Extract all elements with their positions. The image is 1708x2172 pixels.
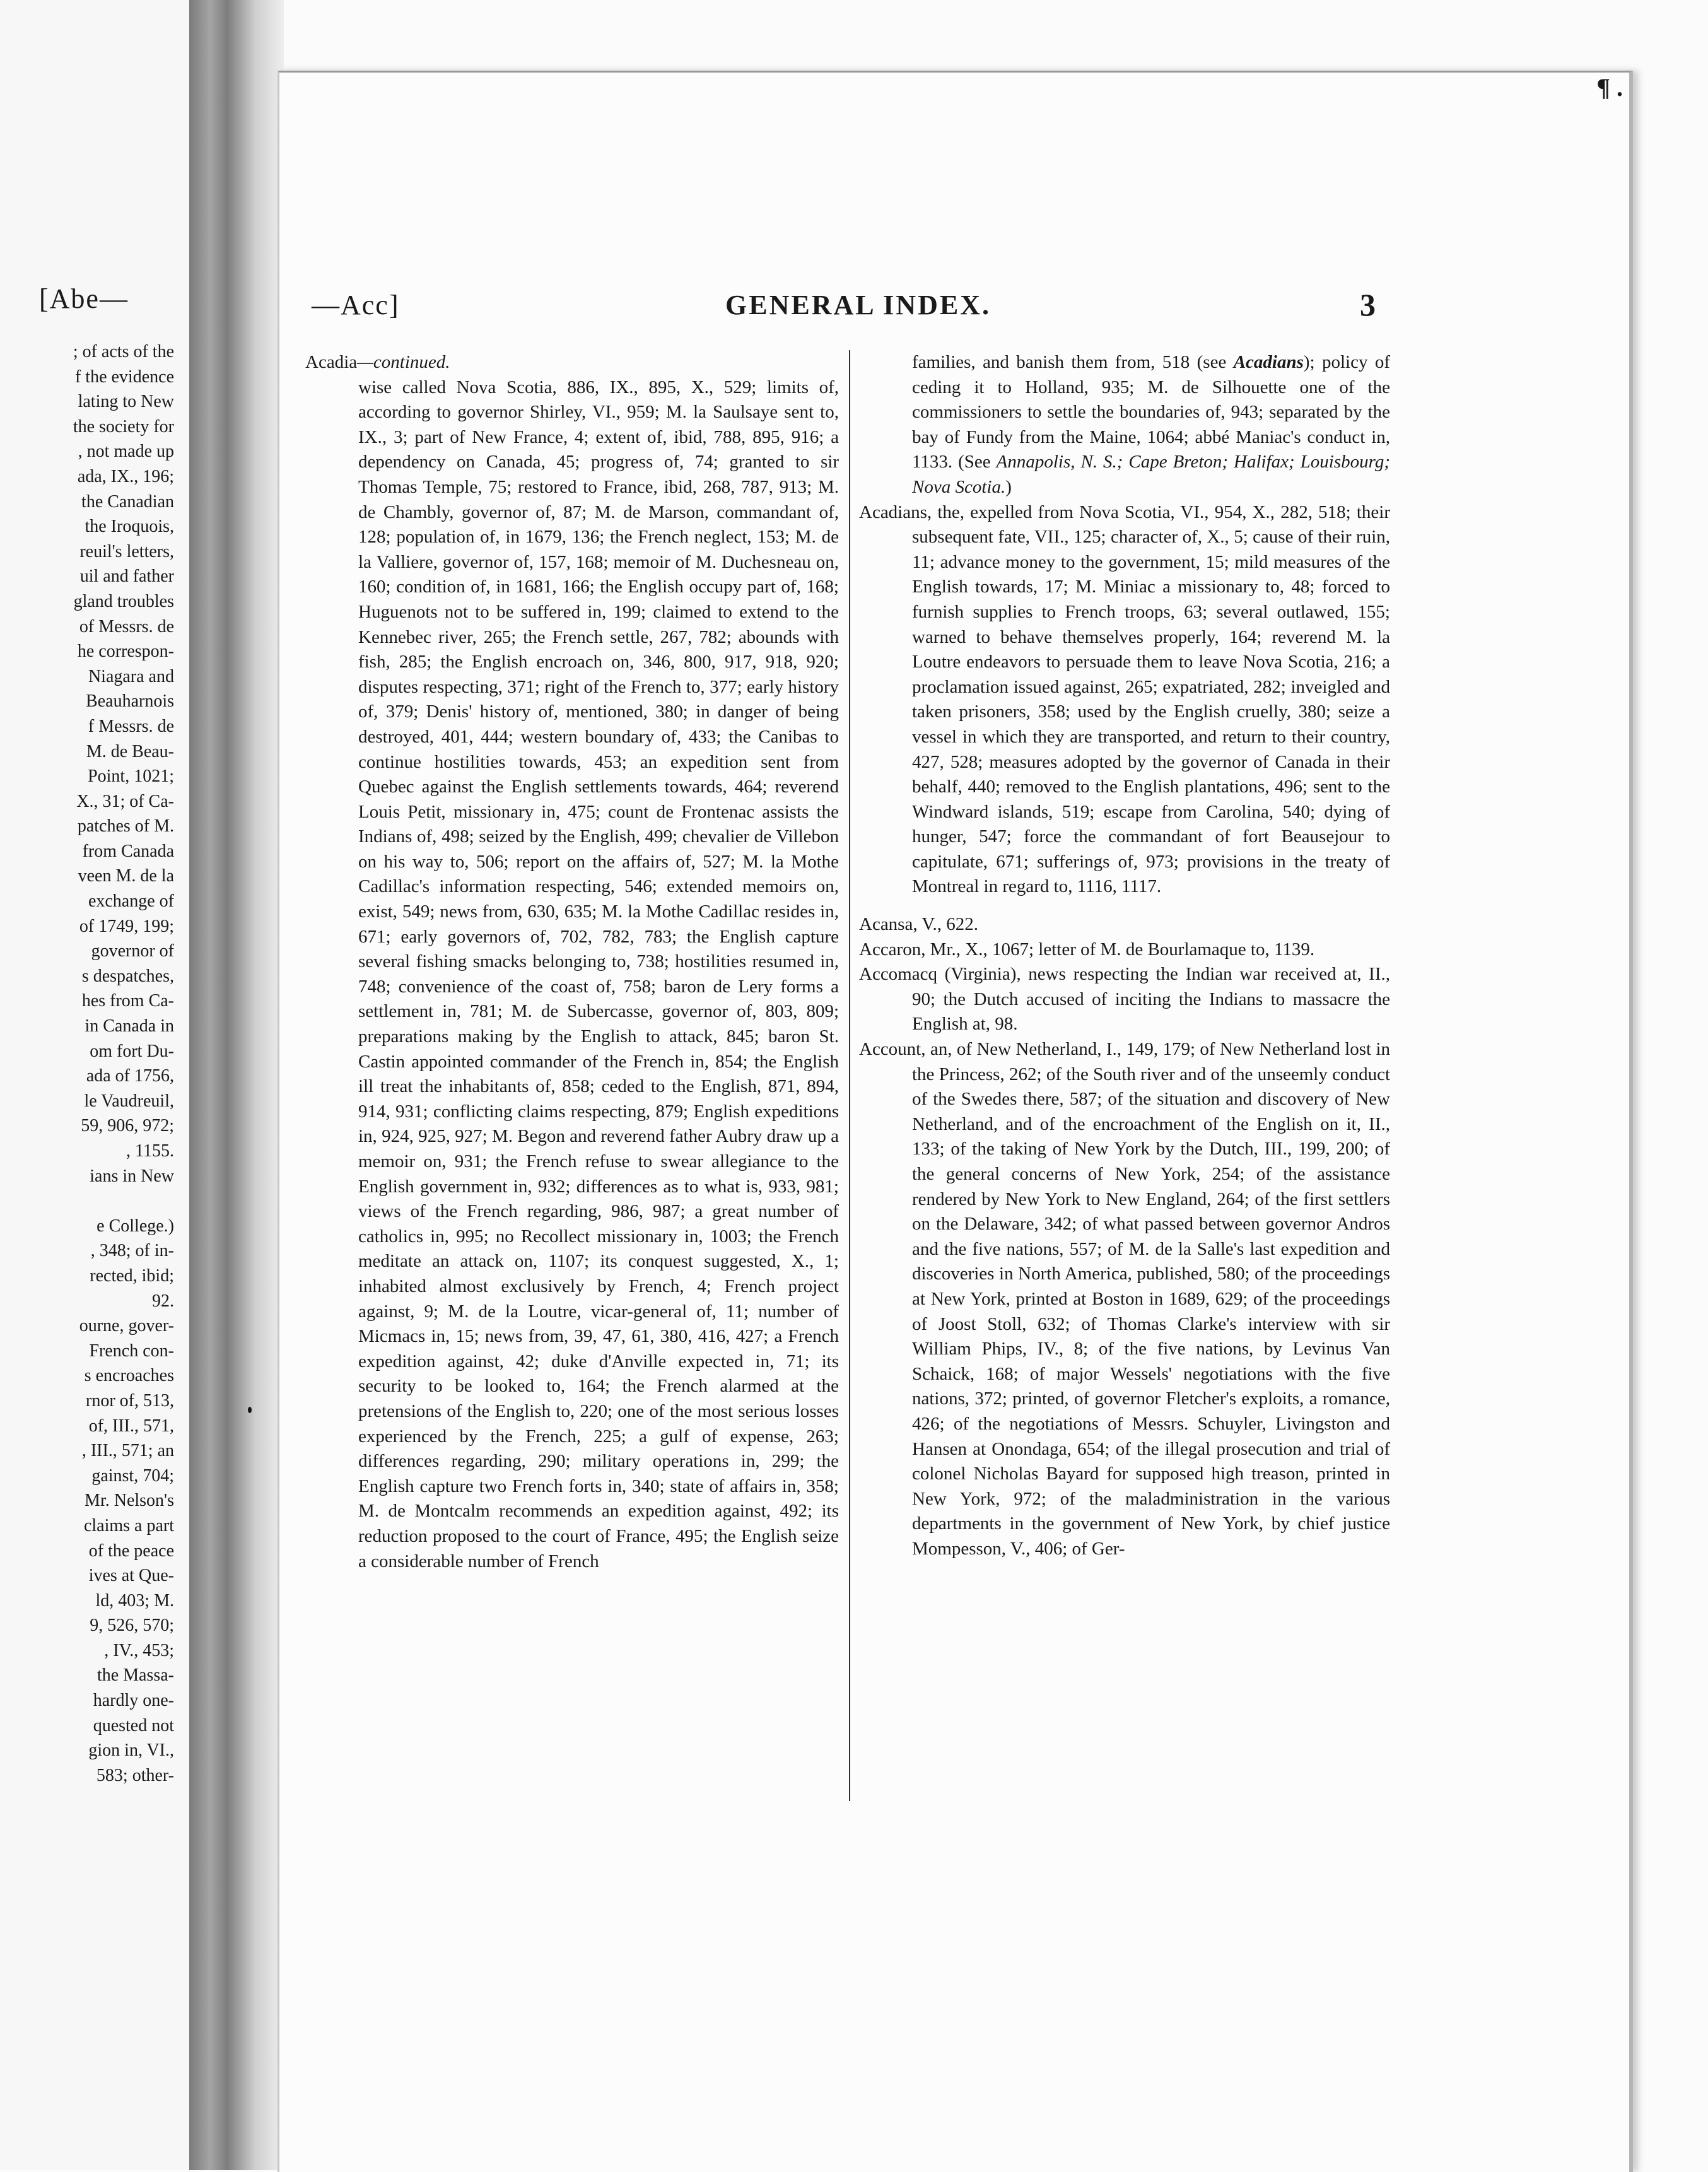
entry-acadia-text: wise called Nova Scotia, 886, IX., 895, X., 529; limits of, according to governor Shirley, VI., 959; M. la Saulsaye sent to, IX., 3; part of New France, 4; extent of, ibid, 788, 895, 916; a dependency on Canada, 45; progress of, 74; granted to sir Thomas Temple, 75; restored to France, ibid, 268, 787, 913; M. de Chambly, governor of, 87; M. de Marson, commandant of, 128; population of, in 1679, 136; the French neglect, 153; M. de la Valliere, governor of, 157, 168; memoir of M. Duchesneau on, 160; condition of, in 1681, 166; the English occupy part of, 168; Huguenots not to be suffered in, 199; claimed to extend to the Kennebec river, 265; the French settle, 267, 782; abounds with fish, 285; the English encroach on, 346, 800, 917, 918, 920; disputes respecting, 371; right of the French to, 377; early history of, 379; Denis' history of, mentioned, 380; in danger of being destroyed, 401, 444; western boundary of, 433; the Canibas to continue hostilities towards, 453; an expedition sent from Quebec against the English settlements towards, 464; reverend Louis Petit, missionary in, 475; count de Frontenac assists the Indians of, 498; seized by the English, 499; chevalier de Villebon on his way to, 506; report on the affairs of, 527; M. la Mothe Cadillac's information respecting, 546; extended memoirs on, exist, 549; news from, 630, 635; M. la Mothe Cadillac resides in, 671; early governors of, 702, 782, 783; the English capture several fishing smacks belonging to, 738; hostilities resumed in, 748; convenience of the coast of, 758; baron de Lery forms a settlement in, 781; M. de Subercasse, governor of, 803, 809; preparations making by the English to attack, 845; baron St. Castin appointed commander of the French in, 854; the English ill treat the inhabitants of, 858; ceded to the English, 871, 894, 914, 931; conflicting claims respecting, 879; English expeditions in, 924, 925, 927; M. Begon and reverend father Aubry draw up a memoir on, 931; the French refuse to swear allegiance to the English government in, 932; differences as to what is, 933, 981; views of the French regarding, 986, 987; a great number of catholics in, 995; no Recollect missionary in, 1003; the French meditate an attack on, 1107; its conquest suggested, X., 1; inhabited almost exclusively by French, 4; French project against, 9; M. de la Loutre, vicar-general of, 11; number of Micmacs in, 15; news from, 39, 47, 61, 380, 416, 427; a French expedition against, 42; duke d'Anville expected in, 71; its security to be looked to, 164; the French alarmed at the pretensions of the English to, 220; one of the most serious losses experienced by the French, 225; a gulf of expense, 263; differences regarding, 290; military operations in, 299; the English capture two French forts in, 340; state of affairs in, 358; M. de Montcalm recommends an expedition against, 492; its reduction proposed to the court of France, 495; the English seize a considerable number of French	[358, 377, 839, 1571]
previous-page-line: Beauharnois	[86, 691, 174, 712]
previous-page-line: reuil's letters,	[79, 541, 174, 561]
previous-page-line: the Massa-	[97, 1665, 174, 1686]
see-close: )	[1005, 476, 1012, 497]
previous-page-line: ada, IX., 196;	[77, 466, 174, 486]
previous-page-line: le Vaudreuil,	[84, 1091, 174, 1111]
previous-page-line: the Iroquois,	[85, 517, 174, 537]
previous-page-line: X., 31; of Ca-	[76, 791, 174, 811]
previous-page-line: of, III., 571,	[88, 1416, 174, 1436]
previous-page-line: patches of M.	[77, 816, 174, 837]
page-number: 3	[1360, 287, 1376, 322]
previous-page-line: of 1749, 199;	[79, 916, 174, 936]
running-head	[0, 289, 1708, 327]
acadia-continued-text: families, and banish them from, 518 (see	[912, 352, 1234, 372]
continued-label: —continued.	[357, 352, 450, 372]
previous-page-line: ians in New	[90, 1166, 174, 1186]
previous-page-line: governor of	[91, 941, 174, 961]
previous-page-line: , III., 571; an	[81, 1441, 174, 1461]
previous-page-line: the Canadian	[81, 491, 174, 512]
entry-account: Account, an, of New Netherland, I., 149, 179; of New Netherland lost in the Princess, 262; of the South river and of the unseemly conduct of the Swedes there, 587; of the situation and discovery of New Netherland, and of the encroachment of the English on it, II., 133; of the taking of New York by the Dutch, III., 199, 200; of the general concerns of New York, 254; of the assistance rendered by New York to New England, 264; of the first settlers on the Delaware, 342; of what passed between governor Andros and the five nations, 557; of M. de la Salle's last expedition and discoveries in North America, published, 580; of the proceedings at New York, printed at Boston in 1689, 629; of the proceedings of Joost Stoll, 632; of Thomas Clarke's interview with sir William Phips, IV., 8; of the five nations, by Levinus Van Schaick, 168; of major Wessels' negotiations with the five nations, 372; printed, of governor Fletcher's exploits, a romance, 426; of the negotiations of Messrs. Schuyler, Livingston and Hansen at Onondaga, 654; of the illegal prosecution and trial of colonel Nicholas Bayard for supposed high treason, printed in New York, 972; of the maladministration in the various departments in the government of New York, by chief justice Mompesson, V., 406; of Ger-	[859, 1039, 1390, 1559]
previous-page-line: from Canada	[82, 841, 174, 861]
previous-page-line: , IV., 453;	[104, 1640, 174, 1660]
previous-page-line: ld, 403; M.	[95, 1590, 174, 1611]
index-column-left	[305, 350, 839, 1574]
previous-page-line: uil and father	[79, 566, 174, 587]
previous-page-line: M. de Beau-	[86, 741, 174, 761]
previous-page-line	[4, 1189, 174, 1214]
previous-page-line: ; of acts of the	[73, 342, 174, 361]
previous-page-lines	[4, 339, 174, 1788]
previous-page-line: rnor of, 513,	[86, 1390, 174, 1411]
acadia-continued-text-2: ); policy of ceding it to Holland, 935; M. de Silhouette one of the commissioners to settle the boundaries of, 943; separated by the bay of Fundy from the Maine, 1064; abbé Maniac's conduct in, 1133. (See	[912, 352, 1391, 473]
running-head-range: —Acc]	[312, 290, 400, 320]
previous-page-line: of Messrs. de	[79, 616, 174, 637]
previous-page-line: in Canada in	[85, 1016, 174, 1036]
previous-page-line: rected, ibid;	[90, 1265, 174, 1286]
previous-page-line: e College.)	[97, 1216, 174, 1236]
previous-page-line: s encroaches	[84, 1366, 174, 1386]
previous-page-line: exchange of	[88, 891, 174, 912]
previous-page-line: s despatches,	[81, 966, 174, 986]
entry-acansa: Acansa, V., 622.	[859, 914, 979, 935]
entry-accaron: Accaron, Mr., X., 1067; letter of M. de Bourlamaque to, 1139.	[859, 939, 1315, 960]
previous-page-line: , not made up	[78, 442, 174, 462]
previous-page-line: , 1155.	[126, 1141, 174, 1161]
previous-page-line: f the evidence	[74, 367, 174, 387]
previous-page-line: 59, 906, 972;	[81, 1116, 174, 1136]
previous-page-line: hardly one-	[93, 1691, 174, 1711]
previous-page-line: 583; other-	[96, 1765, 174, 1785]
previous-page-line: gion in, VI.,	[88, 1741, 174, 1761]
entry-acadia	[305, 350, 839, 375]
see-places: Annapolis, N. S.; Cape Breton; Halifax; Louisbourg; Nova Scotia.	[912, 452, 1390, 497]
previous-page-line: hes from Ca-	[81, 991, 174, 1011]
previous-page-line: quested not	[93, 1715, 174, 1735]
previous-page-line: ourne, gover-	[79, 1316, 174, 1336]
column-divider	[849, 350, 850, 1801]
previous-page-line: ada of 1756,	[86, 1066, 174, 1086]
previous-page-line: 9, 526, 570;	[90, 1616, 174, 1636]
previous-page-line: he correspon-	[77, 642, 174, 662]
headword-acadia: Acadia	[305, 352, 358, 372]
edge-marks: ¶ .	[1596, 73, 1623, 102]
index-column-right	[859, 350, 1390, 1562]
previous-page-line: f Messrs. de	[88, 716, 174, 736]
page-speck	[248, 1407, 252, 1413]
entry-accomacq: Accomacq (Virginia), news respecting the Indian war received at, II., 90; the Dutch accused of inciting the Indians to massacre the English at, 98.	[859, 964, 1390, 1035]
previous-page-line: 92.	[152, 1291, 174, 1311]
page-title: GENERAL INDEX.	[725, 290, 991, 320]
previous-page-line: claims a part	[83, 1515, 174, 1535]
previous-page-line: Niagara and	[88, 666, 174, 686]
previous-page-line: the society for	[73, 416, 174, 437]
previous-page-line: om fort Du-	[90, 1041, 174, 1061]
entry-acadia-continued	[859, 350, 1390, 500]
previous-page-line: Point, 1021;	[88, 766, 174, 787]
previous-page-line: ives at Que-	[88, 1566, 174, 1586]
previous-page-line: gainst, 704;	[91, 1465, 174, 1486]
previous-page-line: , 348; of in-	[90, 1241, 174, 1261]
entry-acadians: Acadians, the, expelled from Nova Scotia, VI., 954, X., 282, 518; their subsequent fate, VII., 125; character of, X., 5; cause of their ruin, 11; advance money to the government, 15; mild measures of the English towards, 17; M. Miniac a missionary to, 48; forced to furnish supplies to French troops, 63; several outlawed, 155; warned to behave themselves properly, 164; reverend M. la Loutre endeavors to persuade them to leave Nova Scotia, 216; a proclamation issued against, 265; expatriated, 282; inveigled and taken prisoners, 358; used by the English cruelly, 380; seize a vessel in which they are transported, and return to their country, 427, 528; measures adopted by the governor of Canada in their behalf, 440; removed to the English plantations, 496; sent to the Windward islands, 519; escape from Carolina, 540; dying of hunger, 547; force the commandant of fort Beausejour to capitulate, 671; sufferings of, 973; provisions in the treaty of Montreal in regard to, 1116, 1117.	[859, 502, 1390, 897]
previous-page-line: veen M. de la	[78, 866, 174, 886]
previous-page-line: Mr. Nelson's	[85, 1491, 174, 1511]
see-acadians: Acadians	[1233, 352, 1304, 372]
previous-page-line: of the peace	[88, 1541, 174, 1561]
previous-page-line: lating to New	[78, 392, 174, 412]
previous-page-line: French con-	[89, 1341, 174, 1361]
previous-page-heading: [Abe—	[39, 283, 129, 314]
previous-page-line: gland troubles	[73, 591, 174, 611]
